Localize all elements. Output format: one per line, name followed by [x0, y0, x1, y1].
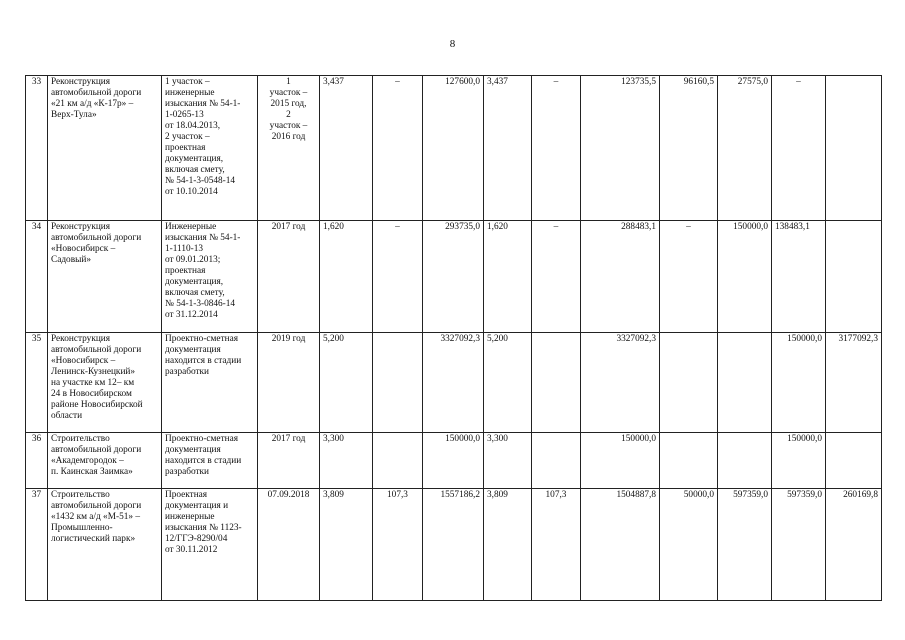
- year-value-2: [718, 433, 772, 489]
- period: 2017 год: [258, 433, 320, 489]
- year-value-4: [826, 433, 882, 489]
- period: 1 участок – 2015 год, 2 участок – 2016 год: [258, 76, 320, 221]
- year-value-1: 96160,5: [660, 76, 718, 221]
- length-km: 5,200: [320, 333, 373, 433]
- row-number: 34: [26, 221, 48, 333]
- length-km-2: 3,437: [484, 76, 532, 221]
- table-row: [26, 76, 882, 221]
- length-km-2: 5,200: [484, 333, 532, 433]
- bridge-length: –: [373, 221, 423, 333]
- road-projects-table: [25, 75, 882, 601]
- row-number: 36: [26, 433, 48, 489]
- year-value-2: 27575,0: [718, 76, 772, 221]
- bridge-length: [373, 433, 423, 489]
- project-docs: Инженерные изыскания № 54-1- 1-1110-13 от 09.01.2013; проектная документация, включая смету, № 54-1-3-0846-14 от 31.12.2014: [162, 221, 258, 333]
- bridge-length-2: –: [532, 76, 581, 221]
- year-value-4: [826, 76, 882, 221]
- row-number: 37: [26, 489, 48, 601]
- total-cost: 3327092,3: [423, 333, 484, 433]
- period: 07.09.2018: [258, 489, 320, 601]
- remaining-cost: 3327092,3: [581, 333, 660, 433]
- length-km: 3,809: [320, 489, 373, 601]
- total-cost: 127600,0: [423, 76, 484, 221]
- length-km: 3,300: [320, 433, 373, 489]
- year-value-4: [826, 221, 882, 333]
- object-name: Реконструкция автомобильной дороги «Новосибирск – Садовый»: [48, 221, 162, 333]
- bridge-length: [373, 333, 423, 433]
- total-cost: 293735,0: [423, 221, 484, 333]
- year-value-3: 597359,0: [772, 489, 826, 601]
- row-number: 35: [26, 333, 48, 433]
- bridge-length-2: 107,3: [532, 489, 581, 601]
- year-value-1: [660, 333, 718, 433]
- object-name: Реконструкция автомобильной дороги «Новосибирск – Ленинск-Кузнецкий» на участке км 12– км 24 в Новосибирском районе Новосибирской области: [48, 333, 162, 433]
- object-name: Строительство автомобильной дороги «1432 км а/д «М-51» – Промышленно- логистический парк»: [48, 489, 162, 601]
- year-value-2: 597359,0: [718, 489, 772, 601]
- table-row: [26, 221, 882, 333]
- year-value-3: 138483,1: [772, 221, 826, 333]
- year-value-2: [718, 333, 772, 433]
- bridge-length-2: [532, 333, 581, 433]
- length-km: 1,620: [320, 221, 373, 333]
- year-value-2: 150000,0: [718, 221, 772, 333]
- row-number: 33: [26, 76, 48, 221]
- year-value-1: 50000,0: [660, 489, 718, 601]
- remaining-cost: 123735,5: [581, 76, 660, 221]
- year-value-3: 150000,0: [772, 333, 826, 433]
- table-row: [26, 489, 882, 601]
- length-km-2: 1,620: [484, 221, 532, 333]
- remaining-cost: 288483,1: [581, 221, 660, 333]
- year-value-3: –: [772, 76, 826, 221]
- bridge-length: –: [373, 76, 423, 221]
- remaining-cost: 1504887,8: [581, 489, 660, 601]
- year-value-4: 260169,8: [826, 489, 882, 601]
- year-value-1: –: [660, 221, 718, 333]
- table-row: [26, 333, 882, 433]
- project-docs: Проектная документация и инженерные изыскания № 1123- 12/ГГЭ-8290/04 от 30.11.2012: [162, 489, 258, 601]
- total-cost: 150000,0: [423, 433, 484, 489]
- length-km: 3,437: [320, 76, 373, 221]
- bridge-length: 107,3: [373, 489, 423, 601]
- year-value-4: 3177092,3: [826, 333, 882, 433]
- period: 2017 год: [258, 221, 320, 333]
- table-row: [26, 433, 882, 489]
- bridge-length-2: [532, 433, 581, 489]
- object-name: Строительство автомобильной дороги «Академгородок – п. Каинская Заимка»: [48, 433, 162, 489]
- total-cost: 1557186,2: [423, 489, 484, 601]
- object-name: Реконструкция автомобильной дороги «21 км а/д «К-17р» – Верх-Тула»: [48, 76, 162, 221]
- remaining-cost: 150000,0: [581, 433, 660, 489]
- length-km-2: 3,300: [484, 433, 532, 489]
- page-number: 8: [449, 38, 456, 50]
- period: 2019 год: [258, 333, 320, 433]
- length-km-2: 3,809: [484, 489, 532, 601]
- project-docs: Проектно-сметная документация находится в стадии разработки: [162, 333, 258, 433]
- project-docs: Проектно-сметная документация находится в стадии разработки: [162, 433, 258, 489]
- year-value-3: 150000,0: [772, 433, 826, 489]
- bridge-length-2: –: [532, 221, 581, 333]
- year-value-1: [660, 433, 718, 489]
- project-docs: 1 участок – инженерные изыскания № 54-1- 1-0265-13 от 18.04.2013, 2 участок – проектная документация, включая смету, № 54-1-3-0548-14 от 10.10.2014: [162, 76, 258, 221]
